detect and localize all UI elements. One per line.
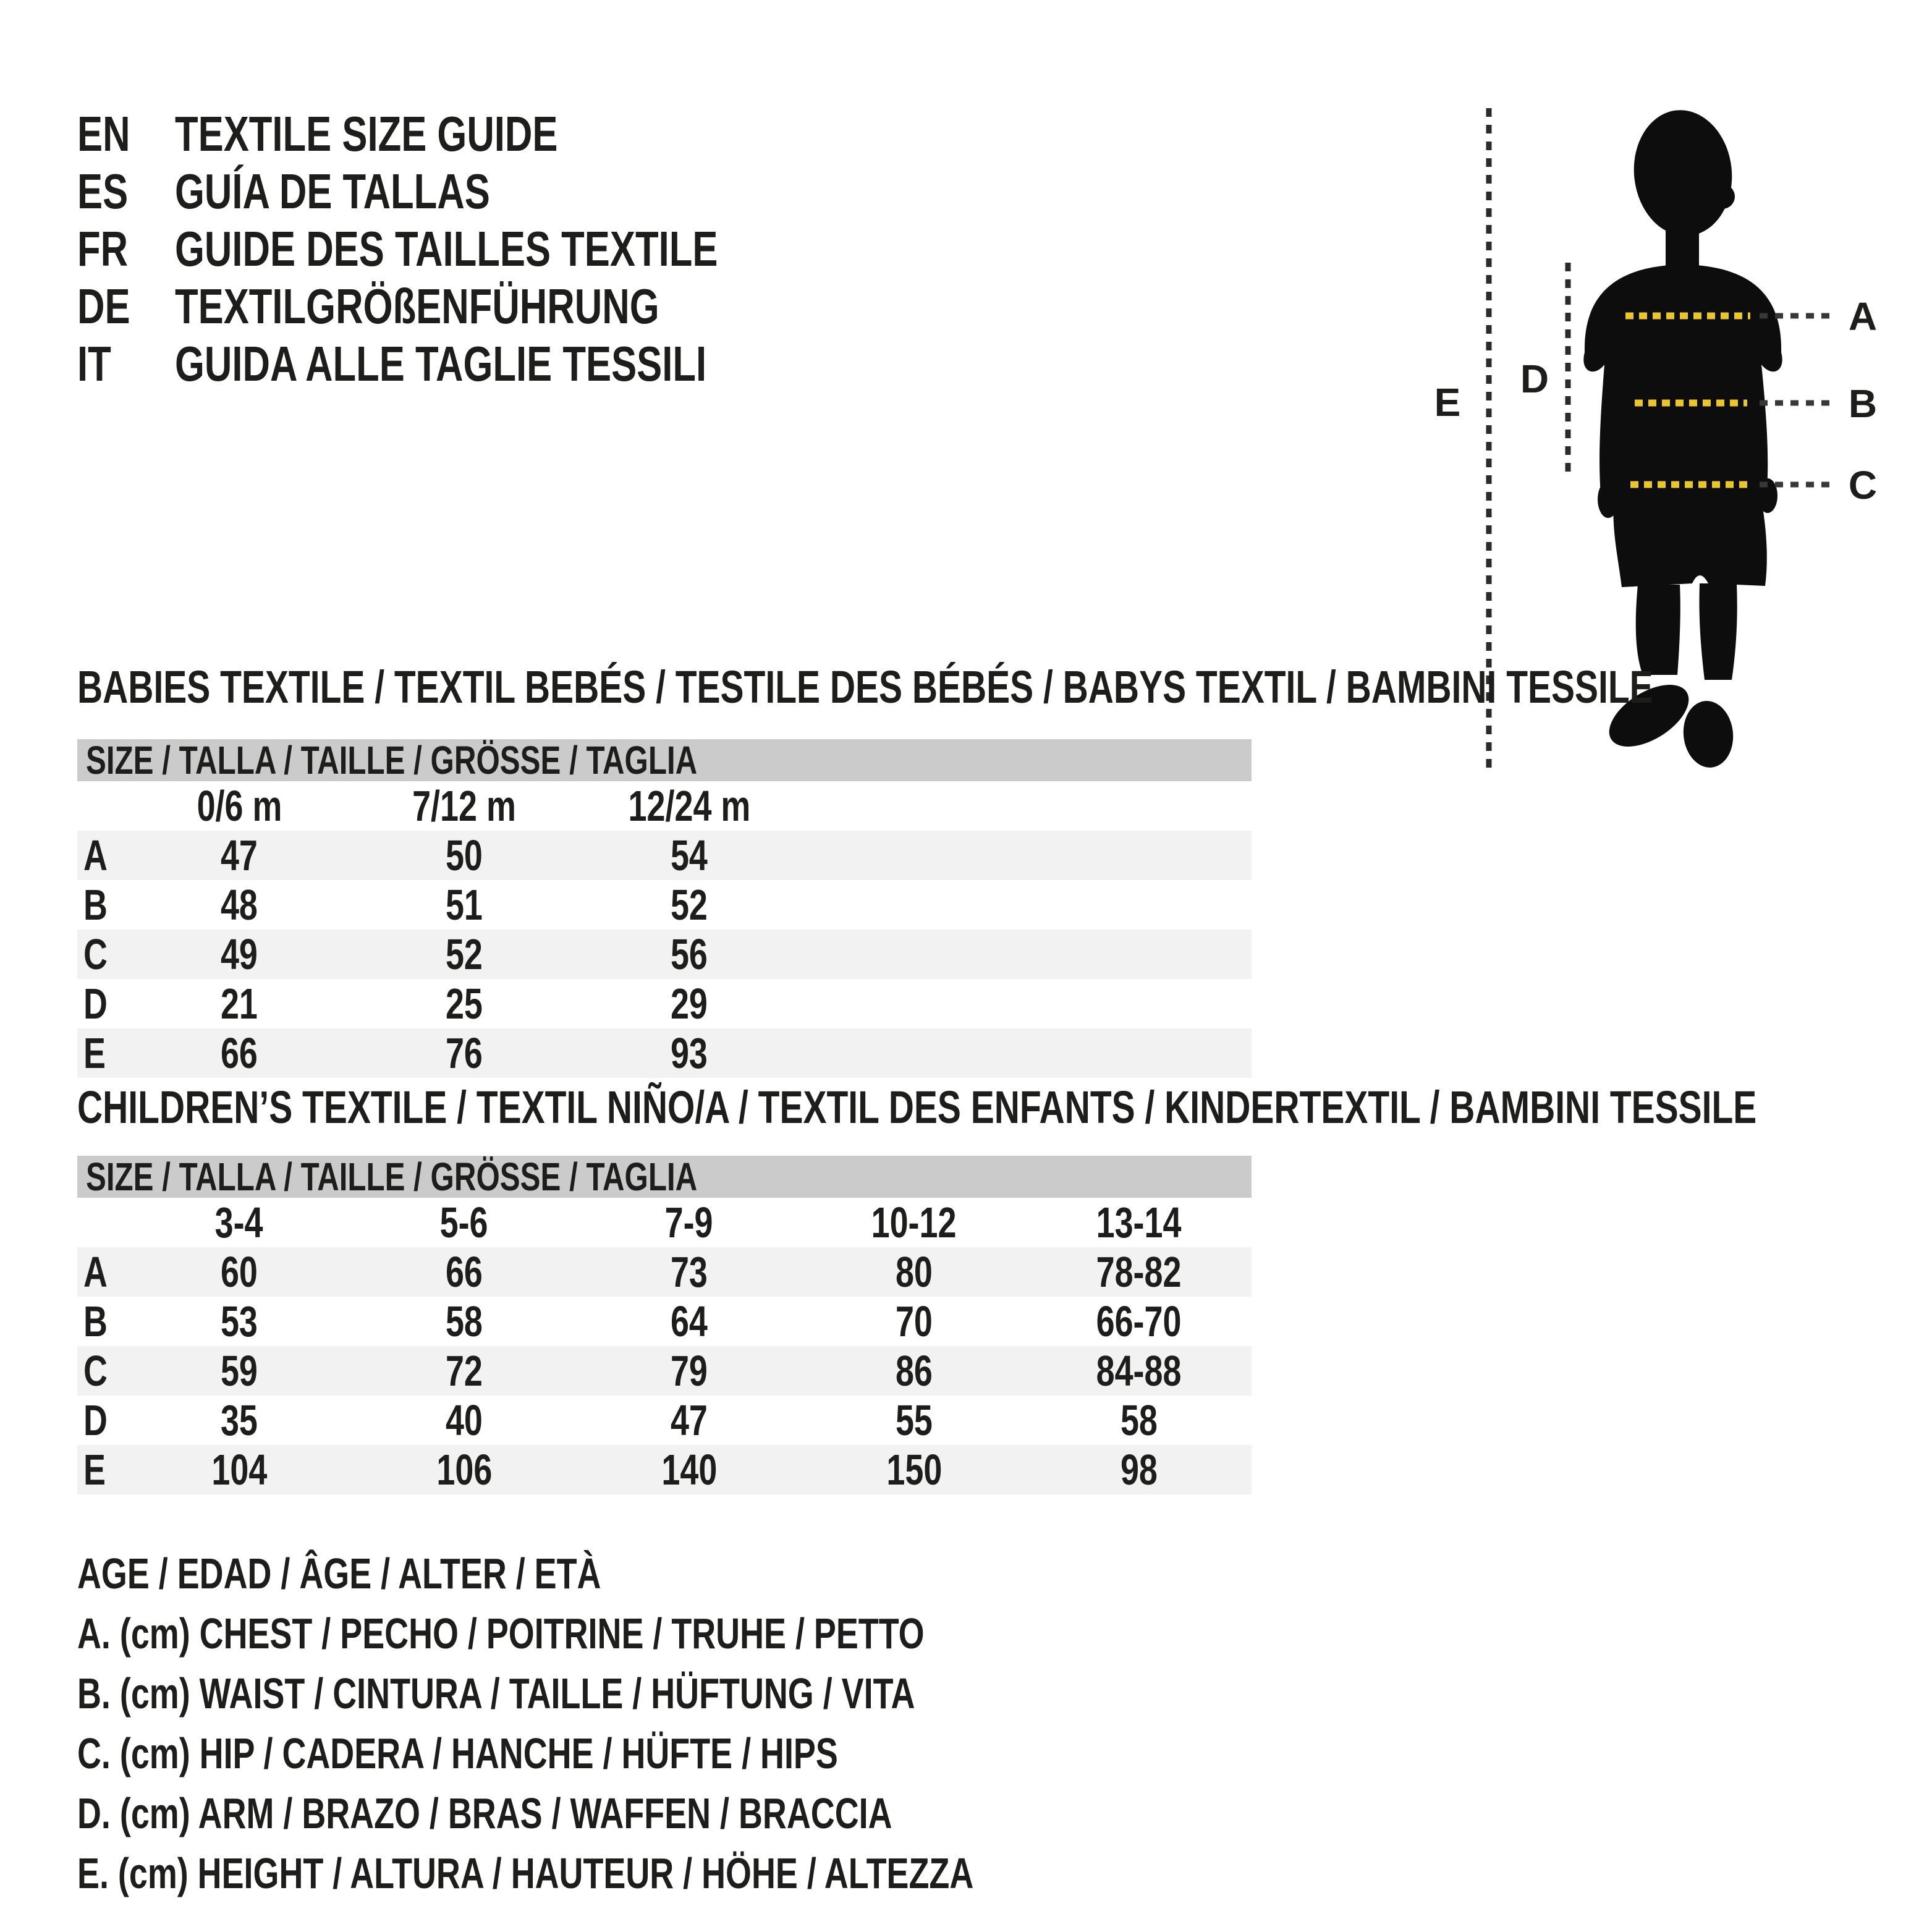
cell-value: 79 — [671, 1347, 708, 1395]
cell-value: 58 — [1121, 1396, 1158, 1444]
marker-label-c: C — [1848, 463, 1878, 507]
lang-row-de — [77, 278, 880, 335]
babies-column-header-row — [77, 781, 1252, 831]
children-row-c: C 59 72 79 86 84-88 — [77, 1346, 1252, 1396]
babies-section-title: BABIES TEXTILE / TEXTIL BEBÉS / TESTILE DES BÉBÉS / BABYS TEXTIL / BAMBINI TESSILE — [77, 661, 1653, 713]
cell-value: 49 — [221, 930, 258, 978]
guide-title-it: GUIDA ALLE TAGLIE TESSILI — [175, 336, 707, 391]
cell-value: 66-70 — [1096, 1297, 1182, 1345]
cell-value: 58 — [446, 1297, 483, 1345]
children-size-table — [77, 1156, 1252, 1494]
cell-value: 40 — [446, 1396, 483, 1444]
lang-code-es: ES — [77, 163, 129, 219]
children-row-b: B 53 58 64 70 66-70 — [77, 1297, 1252, 1346]
cell-value: 80 — [896, 1248, 933, 1296]
babies-col-12-24m: 12/24 m — [628, 782, 750, 830]
cell-value: 52 — [671, 881, 708, 929]
babies-size-header-bar: SIZE / TALLA / TAILLE / GRÖSSE / TAGLIA — [77, 739, 1252, 781]
children-col-13-14: 13-14 — [1096, 1198, 1182, 1247]
cell-value: 150 — [886, 1446, 942, 1494]
cell-value: 66 — [221, 1029, 258, 1077]
lang-row-en — [77, 105, 880, 163]
cell-value: 66 — [446, 1248, 483, 1296]
cell-value: 86 — [896, 1347, 933, 1395]
marker-label-b: B — [1848, 381, 1878, 426]
cell-value: 106 — [436, 1446, 492, 1494]
lang-code-de: DE — [77, 278, 130, 334]
cell-value: 76 — [446, 1029, 483, 1077]
cell-value: 47 — [221, 831, 258, 879]
cell-value: 21 — [221, 980, 258, 1028]
guide-title-fr: GUIDE DES TAILLES TEXTILE — [175, 221, 718, 276]
cell-value: 55 — [896, 1396, 933, 1444]
cell-value: 48 — [221, 881, 258, 929]
cell-value: 52 — [446, 930, 483, 978]
children-col-3-4: 3-4 — [215, 1198, 263, 1247]
lang-code-fr: FR — [77, 221, 129, 276]
cell-value: 72 — [446, 1347, 483, 1395]
lang-row-fr — [77, 220, 880, 278]
cell-value: 59 — [221, 1347, 258, 1395]
children-col-10-12: 10-12 — [871, 1198, 957, 1247]
cell-value: 25 — [446, 980, 483, 1028]
children-size-header-bar: SIZE / TALLA / TAILLE / GRÖSSE / TAGLIA — [77, 1156, 1252, 1198]
cell-value: 50 — [446, 831, 483, 879]
legend-waist: B. (cm) WAIST / CINTURA / TAILLE / HÜFTUNG / VITA — [77, 1669, 915, 1718]
cell-value: 104 — [211, 1446, 267, 1494]
babies-col-0-6m: 0/6 m — [197, 782, 282, 830]
cell-value: 64 — [671, 1297, 708, 1345]
children-column-header-row — [77, 1198, 1252, 1247]
cell-value: 54 — [671, 831, 708, 879]
babies-row-e: E 66 76 93 — [77, 1028, 1252, 1078]
babies-size-table — [77, 739, 1252, 1078]
cell-value: 140 — [661, 1446, 717, 1494]
legend-arm: D. (cm) ARM / BRAZO / BRAS / WAFFEN / BRACCIA — [77, 1789, 892, 1837]
babies-row-a: A 47 50 54 — [77, 831, 1252, 880]
lang-code-en: EN — [77, 106, 130, 161]
children-section-title: CHILDREN’S TEXTILE / TEXTIL NIÑO/A / TEXTIL DES ENFANTS / KINDERTEXTIL / BAMBINI TESSILE — [77, 1082, 1757, 1133]
children-row-a: A 60 66 73 80 78-82 — [77, 1247, 1252, 1297]
cell-value: 78-82 — [1096, 1248, 1182, 1296]
cell-value: 60 — [221, 1248, 258, 1296]
children-col-7-9: 7-9 — [665, 1198, 713, 1247]
guide-title-de: TEXTILGRÖßENFÜHRUNG — [175, 278, 659, 334]
guide-title-en: TEXTILE SIZE GUIDE — [175, 106, 558, 161]
cell-value: 53 — [221, 1297, 258, 1345]
measurement-legend — [77, 1543, 1241, 1903]
marker-label-a: A — [1848, 294, 1878, 339]
marker-label-e: E — [1434, 380, 1461, 425]
cell-value: 73 — [671, 1248, 708, 1296]
language-title-list — [77, 105, 880, 392]
guide-title-es: GUÍA DE TALLAS — [175, 163, 490, 219]
lang-code-it: IT — [77, 336, 111, 391]
babies-row-c: C 49 52 56 — [77, 930, 1252, 979]
babies-col-7-12m: 7/12 m — [412, 782, 516, 830]
legend-height: E. (cm) HEIGHT / ALTURA / HAUTEUR / HÖHE / ALTEZZA — [77, 1849, 974, 1897]
cell-value: 47 — [671, 1396, 708, 1444]
legend-hip: C. (cm) HIP / CADERA / HANCHE / HÜFTE / HIPS — [77, 1729, 838, 1777]
children-row-e: E 104 106 140 150 98 — [77, 1445, 1252, 1494]
children-col-5-6: 5-6 — [440, 1198, 488, 1247]
legend-age: AGE / EDAD / ÂGE / ALTER / ETÀ — [77, 1549, 601, 1598]
legend-chest: A. (cm) CHEST / PECHO / POITRINE / TRUHE / PETTO — [77, 1609, 925, 1658]
cell-value: 70 — [896, 1297, 933, 1345]
marker-label-d: D — [1520, 357, 1549, 401]
cell-value: 56 — [671, 930, 708, 978]
cell-value: 93 — [671, 1029, 708, 1077]
cell-value: 35 — [221, 1396, 258, 1444]
cell-value: 51 — [446, 881, 483, 929]
lang-row-es — [77, 163, 880, 220]
children-row-d: D 35 40 47 55 58 — [77, 1396, 1252, 1445]
babies-row-b: B 48 51 52 — [77, 880, 1252, 930]
babies-row-d: D 21 25 29 — [77, 979, 1252, 1028]
lang-row-it — [77, 335, 880, 392]
cell-value: 84-88 — [1096, 1347, 1182, 1395]
cell-value: 29 — [671, 980, 708, 1028]
cell-value: 98 — [1121, 1446, 1158, 1494]
